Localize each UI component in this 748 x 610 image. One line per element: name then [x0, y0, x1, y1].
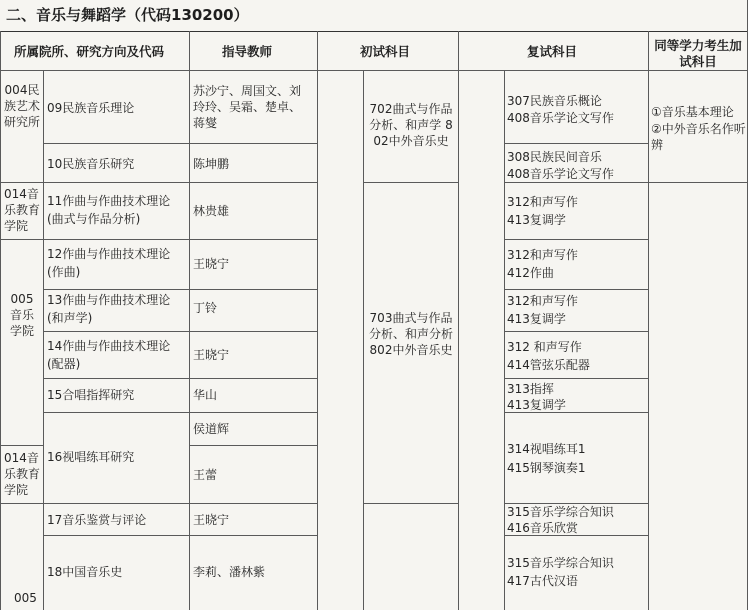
table-left-border: [0, 31, 1, 610]
row-line: [504, 289, 648, 290]
row-line: [363, 182, 458, 183]
row-line: [189, 535, 317, 536]
prelim-cell: 702曲式与作品分析、和声学 802中外音乐史: [369, 102, 453, 148]
retest-cell: 415钢琴演奏1: [507, 461, 586, 475]
teacher-cell: 王晓宁: [193, 348, 230, 362]
retest-cell: 414管弦乐配器: [507, 358, 590, 372]
row-line: [504, 331, 648, 332]
prelim-cell: 703曲式与作品分析、和声分析 802中外音乐史: [368, 311, 453, 357]
row-line: [43, 378, 189, 379]
retest-cell: 408音乐学论文写作: [507, 167, 614, 181]
teacher-cell: 华山: [193, 388, 218, 402]
teacher-cell: 李莉、潘林紫: [193, 565, 266, 579]
retest-cell: 312和声写作: [507, 248, 578, 262]
dept-cell: 005音乐学院: [9, 292, 34, 338]
row-line: [189, 378, 317, 379]
header-divider: [0, 70, 748, 71]
header-teacher: 指导教师: [222, 44, 273, 59]
row-line: [43, 503, 189, 504]
row-line: [648, 182, 747, 183]
col-sep-dir: [189, 31, 190, 610]
dept-cell: 005: [14, 591, 37, 605]
row-line: [189, 143, 317, 144]
col-sep-teacher: [317, 31, 318, 610]
direction-cell: 11作曲与作曲技术理论: [47, 194, 171, 208]
row-line: [0, 182, 43, 183]
dept-cell: 014音乐教育学院: [4, 187, 41, 233]
row-line: [504, 239, 648, 240]
row-line: [43, 182, 189, 183]
row-line: [0, 239, 43, 240]
direction-cell: 18中国音乐史: [47, 565, 123, 579]
row-line: [189, 412, 317, 413]
col-sep-prelim-right: [458, 70, 459, 610]
row-line: [504, 143, 648, 144]
dept-cell: 004民族艺术研究所: [4, 83, 41, 129]
equiv-cell: ②中外音乐名作听辨: [651, 122, 746, 152]
direction-cell: 14作曲与作曲技术理论: [47, 339, 171, 353]
teacher-cell: 丁铃: [193, 301, 218, 315]
row-line: [189, 182, 317, 183]
row-line: [43, 239, 189, 240]
retest-cell: 315音乐学综合知识: [507, 505, 614, 519]
teacher-cell: 林贵雄: [193, 204, 230, 218]
teacher-cell: 王晓宁: [193, 513, 230, 527]
direction-cell: (曲式与作品分析): [47, 212, 141, 226]
direction-cell: 10民族音乐研究: [47, 157, 135, 171]
retest-cell: 312 和声写作: [507, 340, 582, 354]
row-line: [189, 239, 317, 240]
row-line: [504, 378, 648, 379]
retest-cell: 307民族音乐概论: [507, 94, 602, 108]
header-retest: 复试科目: [527, 44, 578, 59]
row-line: [189, 503, 317, 504]
teacher-cell: 王晓宁: [193, 257, 230, 271]
col-sep-dept: [43, 70, 44, 610]
retest-cell: 417古代汉语: [507, 574, 578, 588]
title-divider: [0, 31, 748, 32]
header-dept: 所属院所、研究方向及代码: [14, 44, 165, 59]
retest-cell: 413复调学: [507, 213, 566, 227]
direction-cell: 15合唱指挥研究: [47, 388, 135, 402]
direction-cell: 12作曲与作曲技术理论: [47, 247, 171, 261]
direction-cell: (配器): [47, 357, 81, 371]
retest-cell: 416音乐欣赏: [507, 521, 578, 535]
row-line: [189, 289, 317, 290]
retest-cell: 315音乐学综合知识: [507, 556, 614, 570]
retest-cell: 314视唱练耳1: [507, 442, 586, 456]
teacher-cell: 陈坤鹏: [193, 157, 230, 171]
row-line: [363, 503, 458, 504]
teacher-cell: 苏沙宁、周国文、刘玲玲、吴霜、楚卓、蒋燮: [193, 84, 302, 130]
col-sep-prelim-left: [363, 70, 364, 610]
direction-cell: (作曲): [47, 265, 81, 279]
row-line: [43, 143, 189, 144]
row-line: [504, 182, 648, 183]
retest-cell: 412作曲: [507, 266, 554, 280]
row-line: [43, 331, 189, 332]
direction-cell: (和声学): [47, 311, 93, 325]
direction-cell: 17音乐鉴赏与评论: [47, 513, 147, 527]
retest-cell: 312和声写作: [507, 294, 578, 308]
col-sep-retest-left: [504, 70, 505, 610]
teacher-cell: 王蕾: [193, 468, 218, 482]
retest-cell: 413复调学: [507, 398, 566, 412]
direction-cell: 13作曲与作曲技术理论: [47, 293, 171, 307]
row-line: [0, 445, 43, 446]
direction-cell: 09民族音乐理论: [47, 101, 135, 115]
col-sep-prelim-header: [458, 31, 459, 70]
dept-cell: 014音乐教育学院: [4, 451, 41, 497]
section-title: 二、音乐与舞蹈学（代码130200）: [6, 6, 249, 24]
row-line: [0, 503, 43, 504]
retest-cell: 408音乐学论文写作: [507, 111, 614, 125]
row-line: [189, 331, 317, 332]
row-line: [43, 535, 189, 536]
retest-cell: 312和声写作: [507, 195, 578, 209]
row-line: [43, 289, 189, 290]
header-equiv: 同等学力考生加试科目: [654, 38, 742, 69]
teacher-cell: 侯道辉: [193, 422, 230, 436]
header-prelim: 初试科目: [360, 44, 411, 59]
row-line: [43, 412, 189, 413]
col-sep-equiv: [648, 31, 649, 610]
row-line: [189, 445, 317, 446]
retest-cell: 413复调学: [507, 312, 566, 326]
equiv-cell: ①音乐基本理论: [651, 105, 734, 119]
direction-cell: 16视唱练耳研究: [47, 450, 135, 464]
retest-cell: 308民族民间音乐: [507, 150, 602, 164]
retest-cell: 313指挥: [507, 382, 554, 396]
